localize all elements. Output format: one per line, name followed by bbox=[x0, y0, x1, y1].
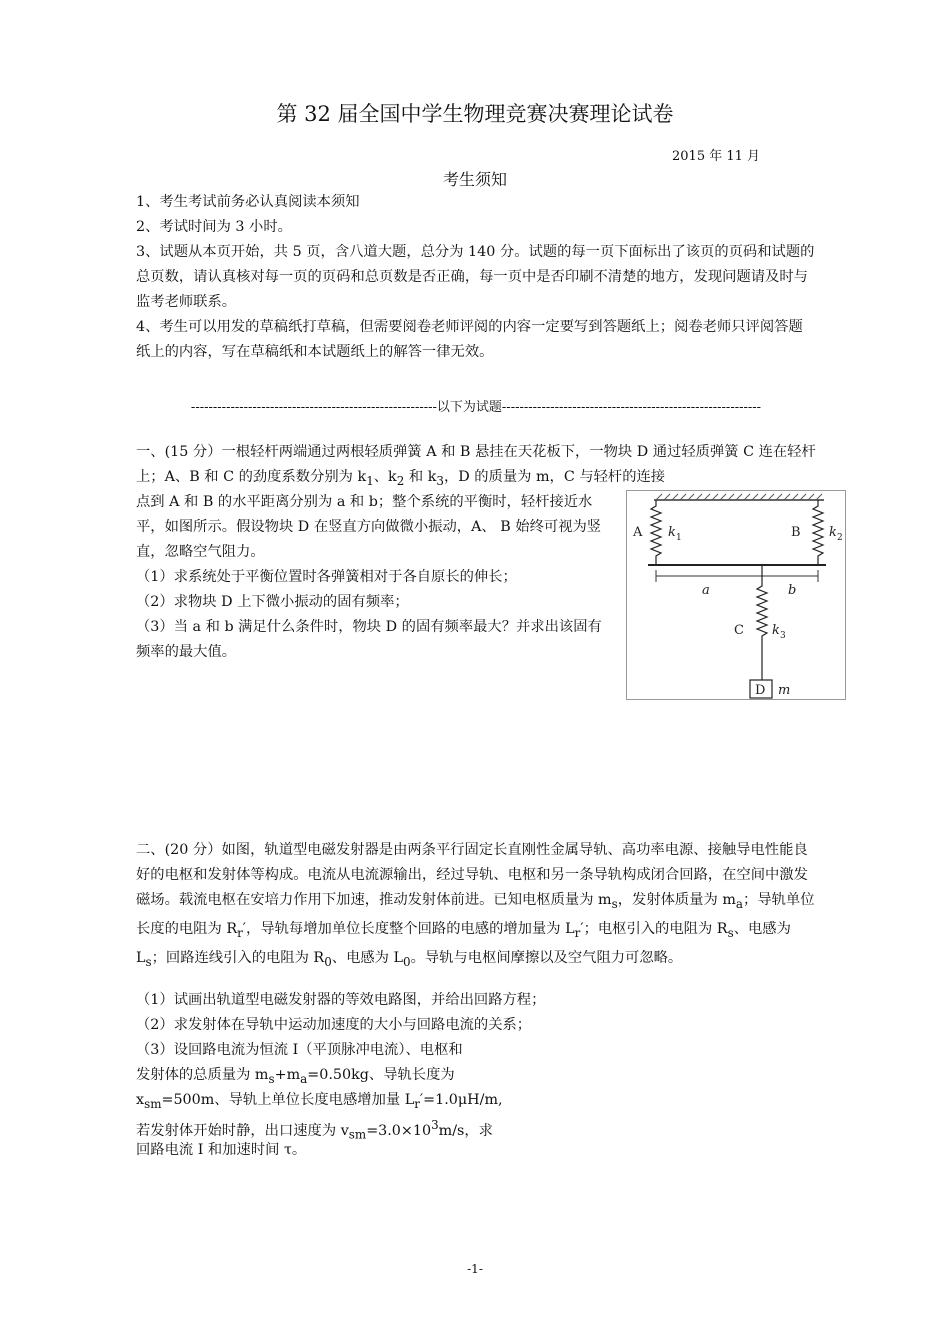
page-title: 第 32 届全国中学生物理竞赛决赛理论试卷 bbox=[276, 102, 674, 126]
exam-date: 2015 年 11 月 bbox=[672, 149, 761, 164]
q2-part2: （2）求发射体在导轨中运动加速度的大小与回路电流的关系； bbox=[136, 1017, 532, 1033]
notice-heading: 考生须知 bbox=[442, 170, 507, 189]
label-k2: k bbox=[829, 525, 837, 540]
label-k1: k bbox=[668, 525, 676, 540]
label-k2-sub: 2 bbox=[837, 533, 843, 543]
label-b: B bbox=[791, 525, 801, 540]
notice-item-2: 2、考试时间为 3 小时。 bbox=[136, 219, 292, 235]
label-a-dist: a bbox=[702, 583, 710, 598]
q2-part3-d: 若发射体开始时静，出口速度为 $v_{sm}=3.0\times 10^3m/s$，求 bbox=[136, 1118, 493, 1142]
q2-part3-e: 回路电流 I 和加速时间 τ。 bbox=[136, 1142, 307, 1158]
q2-part3-a: （3）设回路电流为恒流 I（平顶脉冲电流）、电枢和 bbox=[136, 1042, 463, 1058]
label-k3: k bbox=[772, 623, 780, 638]
q1-part3: （3）当 a 和 b 满足什么条件时，物块 D 的固有频率最大？并求出该固有频率的最大值。 bbox=[136, 619, 602, 660]
notice-item-3: 3、试题从本页开始，共 5 页，含八道大题，总分为 140 分。试题的每一页下面标出了该页的页码和试题的总页数，请认真核对每一页的页码和总页数是否正确，每一页中是否印刷不清楚的地方，发现问题请及时与监考老师联系。 bbox=[136, 244, 815, 310]
q2-intro: 二、(20 分）如图，轨道型电磁发射器是由两条平行固定长直刚性金属导轨、高功率电源、接触导电性能良好的电枢和发射体等构成。电流从电流源输出，经过导轨、电枢和另一条导轨构成闭合回路，在空间中激发磁场。载流电枢在安培力作用下加速，推动发射体前进。已知电枢质量为 $m_s$，发射体质量为 $m_a$；导轨单位长度的电阻为 $R_r'$，导轨每增加单位长度整个回路的电感的增加量为 $L_r'$；电枢引入的电阻为 $R_s$、电感为 $L_s$；回路连线引入的电阻为 $R_0$、电感为 $L_0$。导轨与电枢间摩擦以及空气阻力可忽略。 bbox=[136, 842, 815, 969]
label-b-dist: b bbox=[788, 583, 797, 598]
q1-intro-cont: 点到 A 和 B 的水平距离分别为 a 和 b；整个系统的平衡时，轻杆接近水平，如图所示。假设物块 D 在竖直方向做微小振动，A、 B 始终可视为竖直，忽略空气阻力。 bbox=[136, 494, 602, 560]
q2-part1: （1）试画出轨道型电磁发射器的等效电路图，并给出回路方程； bbox=[136, 992, 546, 1008]
q2-part3-b: 发射体的总质量为 $m_s+m_a=0.50kg$、导轨长度为 bbox=[136, 1067, 455, 1086]
page-number: -1- bbox=[467, 1262, 483, 1276]
label-a: A bbox=[633, 525, 643, 540]
q2-part3-c: $x_{sm}=500m$、导轨上单位长度电感增加量 $L_r'=1.0\mu H/m$, bbox=[136, 1092, 503, 1111]
notice-item-1: 1、考生考试前务必认真阅读本须知 bbox=[136, 194, 360, 210]
label-k3-sub: 3 bbox=[780, 631, 786, 641]
label-k1-sub: 1 bbox=[676, 533, 682, 543]
q1-part1: （1）求系统处于平衡位置时各弹簧相对于各自原长的伸长； bbox=[136, 569, 517, 585]
notice-item-4: 4、考生可以用发的草稿纸打草稿，但需要阅卷老师评阅的内容一定要写到答题纸上；阅卷老师只评阅答题纸上的内容，写在草稿纸和本试题纸上的解答一律无效。 bbox=[136, 319, 803, 360]
q1-part2: （2）求物块 D 上下微小振动的固有频率； bbox=[136, 594, 409, 610]
label-d: D bbox=[755, 683, 766, 698]
label-c: C bbox=[734, 623, 744, 638]
label-m: m bbox=[778, 683, 791, 698]
spring-system-figure bbox=[626, 490, 846, 700]
section-separator: --------------------------------------------------------以下为试题----------------------------------------------------------- bbox=[190, 400, 762, 415]
q1-intro: 一、(15 分）一根轻杆两端通过两根轻质弹簧 A 和 B 悬挂在天花板下，一物块 D 通过轻质弹簧 C 连在轻杆上；A、B 和 C 的劲度系数分别为 $k_1$、$k_2$ 和 $k_3$，D 的质量为 m，C 与轻杆的连接 bbox=[136, 444, 816, 488]
